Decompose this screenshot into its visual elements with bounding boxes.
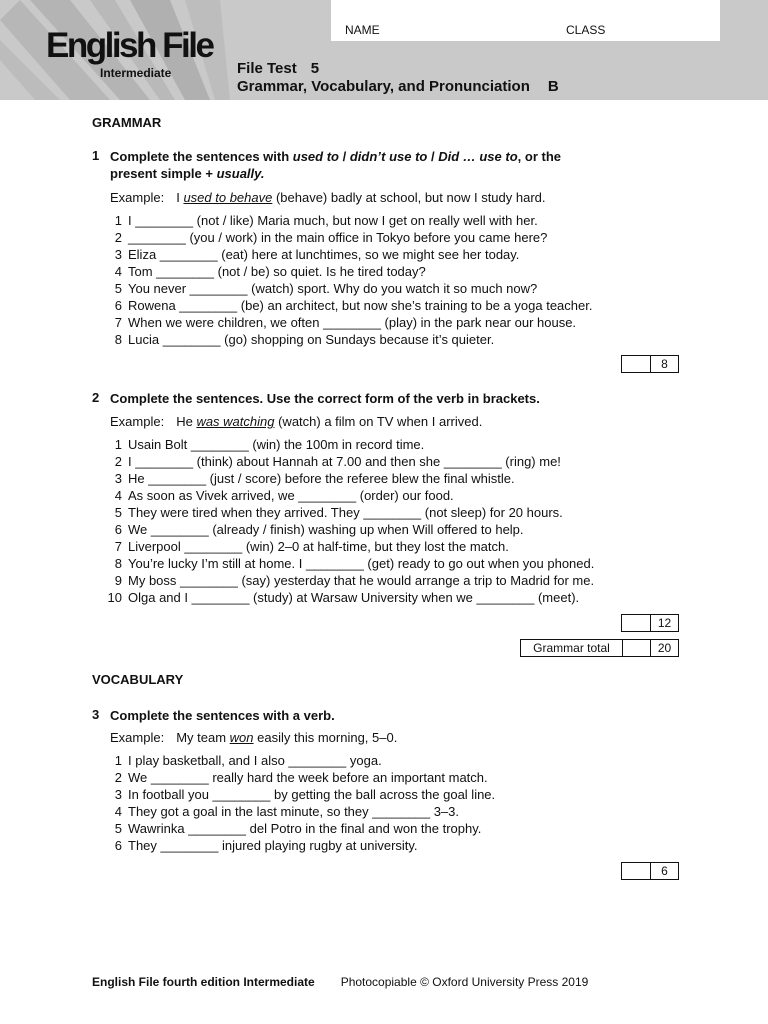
list-item: 8 Lucia ________ (go) shopping on Sundays because it’s quieter. [114, 332, 495, 347]
footer-edition: English File fourth edition Intermediate [92, 975, 315, 989]
list-item: 1 Usain Bolt ________ (win) the 100m in record time. [114, 437, 425, 452]
list-item: 7 When we were children, we often ________ (play) in the park near our house. [114, 315, 577, 330]
score-max: 6 [650, 863, 678, 879]
score-max: 12 [650, 615, 678, 631]
logo-title: English File [46, 26, 213, 65]
list-item: 2 I ________ (think) about Hannah at 7.00 and then she ________ (ring) me! [114, 454, 561, 469]
test-version: B [547, 78, 559, 95]
page-footer [92, 975, 588, 989]
file-test-number: 5 [310, 60, 320, 77]
file-test-label: File Test [237, 60, 297, 77]
name-label: NAME [345, 23, 380, 37]
vocabulary-heading: VOCABULARY [92, 672, 184, 687]
question-3-number: 3 [92, 707, 100, 722]
question-3-score-box [621, 862, 679, 880]
question-2-example: Example: He was watching (watch) a film on TV when I arrived. [110, 414, 483, 429]
list-item: 6 They ________ injured playing rugby at university. [114, 838, 418, 853]
question-1-items [100, 212, 592, 348]
list-item: 2 We ________ really hard the week before an important match. [114, 770, 488, 785]
footer-copyright: Photocopiable © Oxford University Press 2019 [340, 975, 589, 989]
question-1-number: 1 [92, 148, 100, 163]
list-item: 10 Olga and I ________ (study) at Warsaw University when we ________ (meet). [107, 590, 580, 605]
question-2-score-box [621, 614, 679, 632]
score-entry-cell[interactable] [622, 640, 650, 656]
score-entry-cell[interactable] [622, 356, 650, 372]
list-item: 3 In football you ________ by getting the ball across the goal line. [114, 787, 496, 802]
list-item: 2 ________ (you / work) in the main office in Tokyo before you came here? [114, 230, 548, 245]
score-max: 8 [650, 356, 678, 372]
question-1-instruction: Complete the sentences with used to / didn’t use to / Did … use to, or the present simple + usually. [110, 149, 561, 181]
list-item: 1 I ________ (not / like) Maria much, but now I get on really well with her. [114, 213, 538, 228]
question-2-number: 2 [92, 390, 100, 405]
name-class-box [331, 0, 720, 41]
logo-subtitle: Intermediate [100, 66, 172, 80]
class-label: CLASS [566, 23, 606, 37]
question-1-score-box [621, 355, 679, 373]
list-item: 3 Eliza ________ (eat) here at lunchtimes, so we might see her today. [114, 247, 520, 262]
question-2-items [100, 436, 594, 606]
list-item: 8 You’re lucky I’m still at home. I ________ (get) ready to go out when you phoned. [114, 556, 595, 571]
list-item: 3 He ________ (just / score) before the referee blew the final whistle. [114, 471, 515, 486]
grammar-heading: GRAMMAR [92, 115, 162, 130]
list-item: 5 They were tired when they arrived. They ________ (not sleep) for 20 hours. [114, 505, 563, 520]
question-1-example: Example: I used to behave (behave) badly at school, but now I study hard. [110, 190, 546, 205]
list-item: 5 Wawrinka ________ del Potro in the final and won the trophy. [114, 821, 482, 836]
list-item: 4 Tom ________ (not / be) so quiet. Is he tired today? [114, 264, 426, 279]
question-3-items [100, 752, 495, 854]
list-item: 6 Rowena ________ (be) an architect, but now she’s training to be a yoga teacher. [114, 298, 593, 313]
score-entry-cell[interactable] [622, 863, 650, 879]
list-item: 1 I play basketball, and I also ________ yoga. [114, 753, 382, 768]
list-item: 7 Liverpool ________ (win) 2–0 at half-time, but they lost the match. [114, 539, 509, 554]
list-item: 9 My boss ________ (say) yesterday that he would arrange a trip to Madrid for me. [114, 573, 595, 588]
test-subtitle: Grammar, Vocabulary, and Pronunciation [237, 78, 530, 95]
list-item: 5 You never ________ (watch) sport. Why do you watch it so much now? [114, 281, 538, 296]
question-3-instruction: Complete the sentences with a verb. [110, 708, 335, 723]
page-header [0, 0, 768, 100]
list-item: 6 We ________ (already / finish) washing up when Will offered to help. [114, 522, 524, 537]
grammar-total-label: Grammar total [533, 641, 610, 655]
score-entry-cell[interactable] [622, 615, 650, 631]
grammar-total-max: 20 [650, 640, 678, 656]
question-3-example: Example: My team won easily this morning, 5–0. [110, 730, 398, 745]
question-2-instruction: Complete the sentences. Use the correct form of the verb in brackets. [110, 391, 540, 406]
test-title [237, 60, 559, 96]
list-item: 4 They got a goal in the last minute, so they ________ 3–3. [114, 804, 460, 819]
list-item: 4 As soon as Vivek arrived, we ________ (order) our food. [114, 488, 454, 503]
english-file-logo [46, 26, 213, 80]
grammar-total-box [520, 639, 679, 657]
